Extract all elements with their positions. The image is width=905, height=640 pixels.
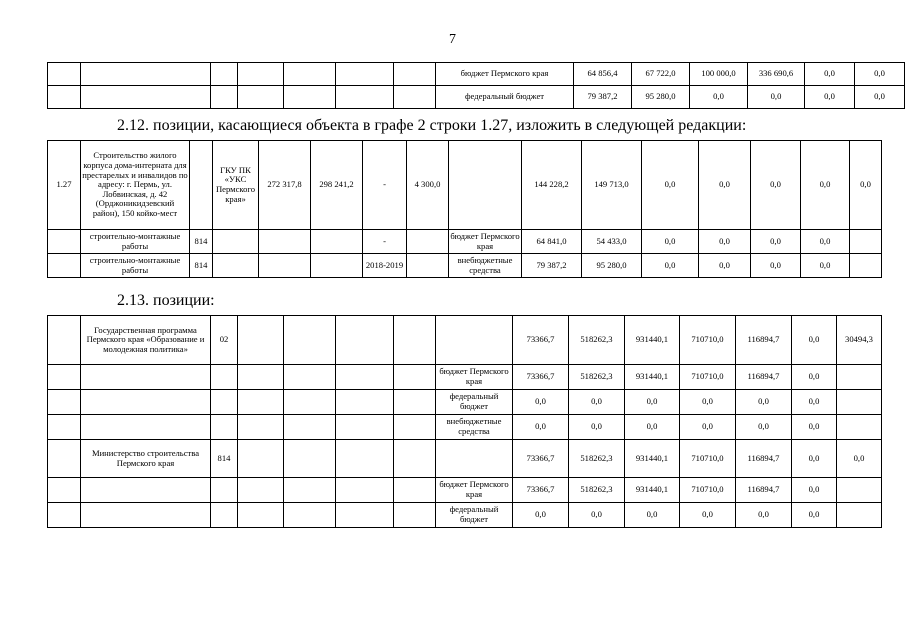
table-cell [48,365,81,390]
table-cell [81,63,211,86]
table-cell: 0,0 [569,415,625,440]
table-cell: 2018-2019 [363,254,407,278]
table-cell [394,86,436,109]
table-cell: 0,0 [855,86,905,109]
table-cell: 272 317,8 [259,141,311,230]
table-cell [407,230,449,254]
table-cell: 116894,7 [736,365,792,390]
table-cell [394,440,436,478]
table-row [48,440,882,478]
table-cell: 931440,1 [625,316,680,365]
table-row [48,390,882,415]
table-cell [238,316,284,365]
table-cell [211,503,238,528]
table-cell: 0,0 [680,503,736,528]
table-cell [394,415,436,440]
table-row [48,478,882,503]
table-row [48,63,905,86]
table-cell [311,254,363,278]
table-cell: 0,0 [642,254,699,278]
table-cell: 0,0 [625,415,680,440]
section-2-13-heading: 2.13. позиции: [117,292,215,309]
table-cell: 0,0 [792,440,837,478]
table-cell [48,415,81,440]
table-cell [81,415,211,440]
table-cell [48,86,81,109]
table-cell [336,440,394,478]
table-cell: бюджет Пермского края [436,478,513,503]
table-cell [436,316,513,365]
table-cell: 0,0 [569,390,625,415]
table-cell: 518262,3 [569,440,625,478]
table-cell [284,440,336,478]
table-cell: 116894,7 [736,478,792,503]
table-cell [850,254,882,278]
table-cell [211,478,238,503]
table-row [48,503,882,528]
table-cell: 0,0 [801,141,850,230]
table-cell [336,503,394,528]
table-cell [394,503,436,528]
table-cell: ГКУ ПК «УКС Пермского края» [213,141,259,230]
table-cell: 814 [190,254,213,278]
table-cell: 73366,7 [513,440,569,478]
table-cell [336,390,394,415]
table-cell: 931440,1 [625,440,680,478]
table-cell [284,365,336,390]
table-cell: 0,0 [751,141,801,230]
table-cell: 0,0 [792,365,837,390]
table-cell: - [363,230,407,254]
table-cell [48,478,81,503]
table-cell [850,230,882,254]
table-cell: строительно-монтажные работы [81,254,190,278]
table-cell [284,63,336,86]
table-cell [336,63,394,86]
table-cell: 0,0 [855,63,905,86]
table-cell [211,415,238,440]
table-cell: 116894,7 [736,440,792,478]
table-cell: бюджет Пермского края [449,230,522,254]
table-cell [211,63,238,86]
table-cell [837,503,882,528]
table-cell: бюджет Пермского края [436,365,513,390]
table-cell [837,390,882,415]
table-row [48,141,882,230]
table-cell: 0,0 [792,503,837,528]
table-cell: 100 000,0 [690,63,748,86]
table-cell [837,478,882,503]
table-cell: 0,0 [680,415,736,440]
table-cell: 95 280,0 [582,254,642,278]
table-cell: 0,0 [792,415,837,440]
table-row [48,316,882,365]
table-cell: 0,0 [699,141,751,230]
table-cell [213,230,259,254]
page-number: 7 [449,32,456,47]
table-cell [336,86,394,109]
section-2-12-table [47,140,882,278]
table-row [48,254,882,278]
table-cell: 0,0 [792,390,837,415]
table-cell: 814 [211,440,238,478]
table-cell [336,415,394,440]
table-cell [284,390,336,415]
table-cell: 518262,3 [569,365,625,390]
table-cell: бюджет Пермского края [436,63,574,86]
table-cell: 518262,3 [569,316,625,365]
table-cell [259,254,311,278]
table-cell [394,63,436,86]
table-cell [81,478,211,503]
table-cell: 710710,0 [680,316,736,365]
table-cell: 336 690,6 [748,63,805,86]
table-cell: строительно-монтажные работы [81,230,190,254]
table-cell: 116894,7 [736,316,792,365]
table-cell [284,503,336,528]
table-cell: 0,0 [513,390,569,415]
table-cell [394,478,436,503]
table-cell: 931440,1 [625,365,680,390]
table-cell: 0,0 [801,230,850,254]
table-cell [238,86,284,109]
table-cell: 0,0 [751,230,801,254]
table-cell: 710710,0 [680,478,736,503]
table-cell [238,478,284,503]
table-cell: 0,0 [751,254,801,278]
table-cell: 0,0 [625,503,680,528]
table-cell: 95 280,0 [632,86,690,109]
continuation-table [47,62,905,109]
table-cell: федеральный бюджет [436,390,513,415]
table-cell: 0,0 [850,141,882,230]
table-cell [336,365,394,390]
table-cell [238,365,284,390]
table-cell: 79 387,2 [522,254,582,278]
table-cell [238,390,284,415]
table-cell: 0,0 [736,503,792,528]
table-cell [259,230,311,254]
table-cell: федеральный бюджет [436,86,574,109]
table-cell [48,390,81,415]
table-cell: 54 433,0 [582,230,642,254]
table-cell [190,141,213,230]
table-cell: 0,0 [748,86,805,109]
table-cell: 1.27 [48,141,81,230]
table-cell: 0,0 [736,415,792,440]
table-cell: 0,0 [642,141,699,230]
table-cell: 0,0 [642,230,699,254]
table-cell [48,316,81,365]
table-row [48,415,882,440]
table-cell: 0,0 [837,440,882,478]
table-cell: 814 [190,230,213,254]
table-cell: 0,0 [699,230,751,254]
table-cell [311,230,363,254]
table-cell [48,440,81,478]
table-cell: Государственная программа Пермского края «Образование и молодежная политика» [81,316,211,365]
table-cell: 64 841,0 [522,230,582,254]
table-cell: 0,0 [569,503,625,528]
table-row [48,365,882,390]
table-cell: 79 387,2 [574,86,632,109]
table-cell [284,415,336,440]
table-cell: 0,0 [805,63,855,86]
table-cell [211,365,238,390]
table-cell [284,478,336,503]
table-cell: 710710,0 [680,365,736,390]
table-cell: Министерство строительства Пермского края [81,440,211,478]
table-cell: 73366,7 [513,316,569,365]
table-cell: 0,0 [513,503,569,528]
table-cell: 02 [211,316,238,365]
table-cell [48,503,81,528]
table-cell: внебюджетные средства [449,254,522,278]
table-cell: 0,0 [801,254,850,278]
table-cell: 64 856,4 [574,63,632,86]
table-cell [336,316,394,365]
table-cell [81,86,211,109]
table-cell [238,415,284,440]
section-2-13-table [47,315,882,528]
table-cell: 710710,0 [680,440,736,478]
table-cell: 0,0 [805,86,855,109]
table-cell [213,254,259,278]
table-cell [81,390,211,415]
table-cell: 0,0 [625,390,680,415]
table-cell: 4 300,0 [407,141,449,230]
table-cell: Строительство жилого корпуса дома-интерната для престарелых и инвалидов по адресу: г. Пермь, ул. Лобвинская, д. 42 (Орджоникидзевский район), 150 койко-мест [81,141,190,230]
table-cell [407,254,449,278]
table-cell [48,254,81,278]
table-cell: 0,0 [690,86,748,109]
table-cell: 0,0 [792,316,837,365]
table-cell [284,316,336,365]
table-row [48,230,882,254]
table-cell: 0,0 [736,390,792,415]
table-cell: внебюджетные средства [436,415,513,440]
table-cell [394,365,436,390]
table-cell: 0,0 [792,478,837,503]
table-cell [336,478,394,503]
table-cell [284,86,336,109]
table-cell [81,365,211,390]
table-cell [436,440,513,478]
table-cell: 144 228,2 [522,141,582,230]
table-cell: 298 241,2 [311,141,363,230]
table-cell [837,365,882,390]
table-cell [238,63,284,86]
table-cell [211,86,238,109]
table-cell: - [363,141,407,230]
table-row [48,86,905,109]
table-cell [449,141,522,230]
table-cell [48,230,81,254]
table-cell [394,316,436,365]
table-cell [81,503,211,528]
table-cell: 518262,3 [569,478,625,503]
table-cell: 73366,7 [513,478,569,503]
table-cell: 30494,3 [837,316,882,365]
table-cell [238,503,284,528]
table-cell: 149 713,0 [582,141,642,230]
table-cell [837,415,882,440]
table-cell [394,390,436,415]
table-cell [48,63,81,86]
table-cell: 0,0 [680,390,736,415]
table-cell: 67 722,0 [632,63,690,86]
table-cell: 73366,7 [513,365,569,390]
table-cell: 931440,1 [625,478,680,503]
table-cell: федеральный бюджет [436,503,513,528]
table-cell: 0,0 [513,415,569,440]
table-cell [238,440,284,478]
table-cell: 0,0 [699,254,751,278]
section-2-12-heading: 2.12. позиции, касающиеся объекта в графе 2 строки 1.27, изложить в следующей редакции: [117,117,747,134]
table-cell [211,390,238,415]
